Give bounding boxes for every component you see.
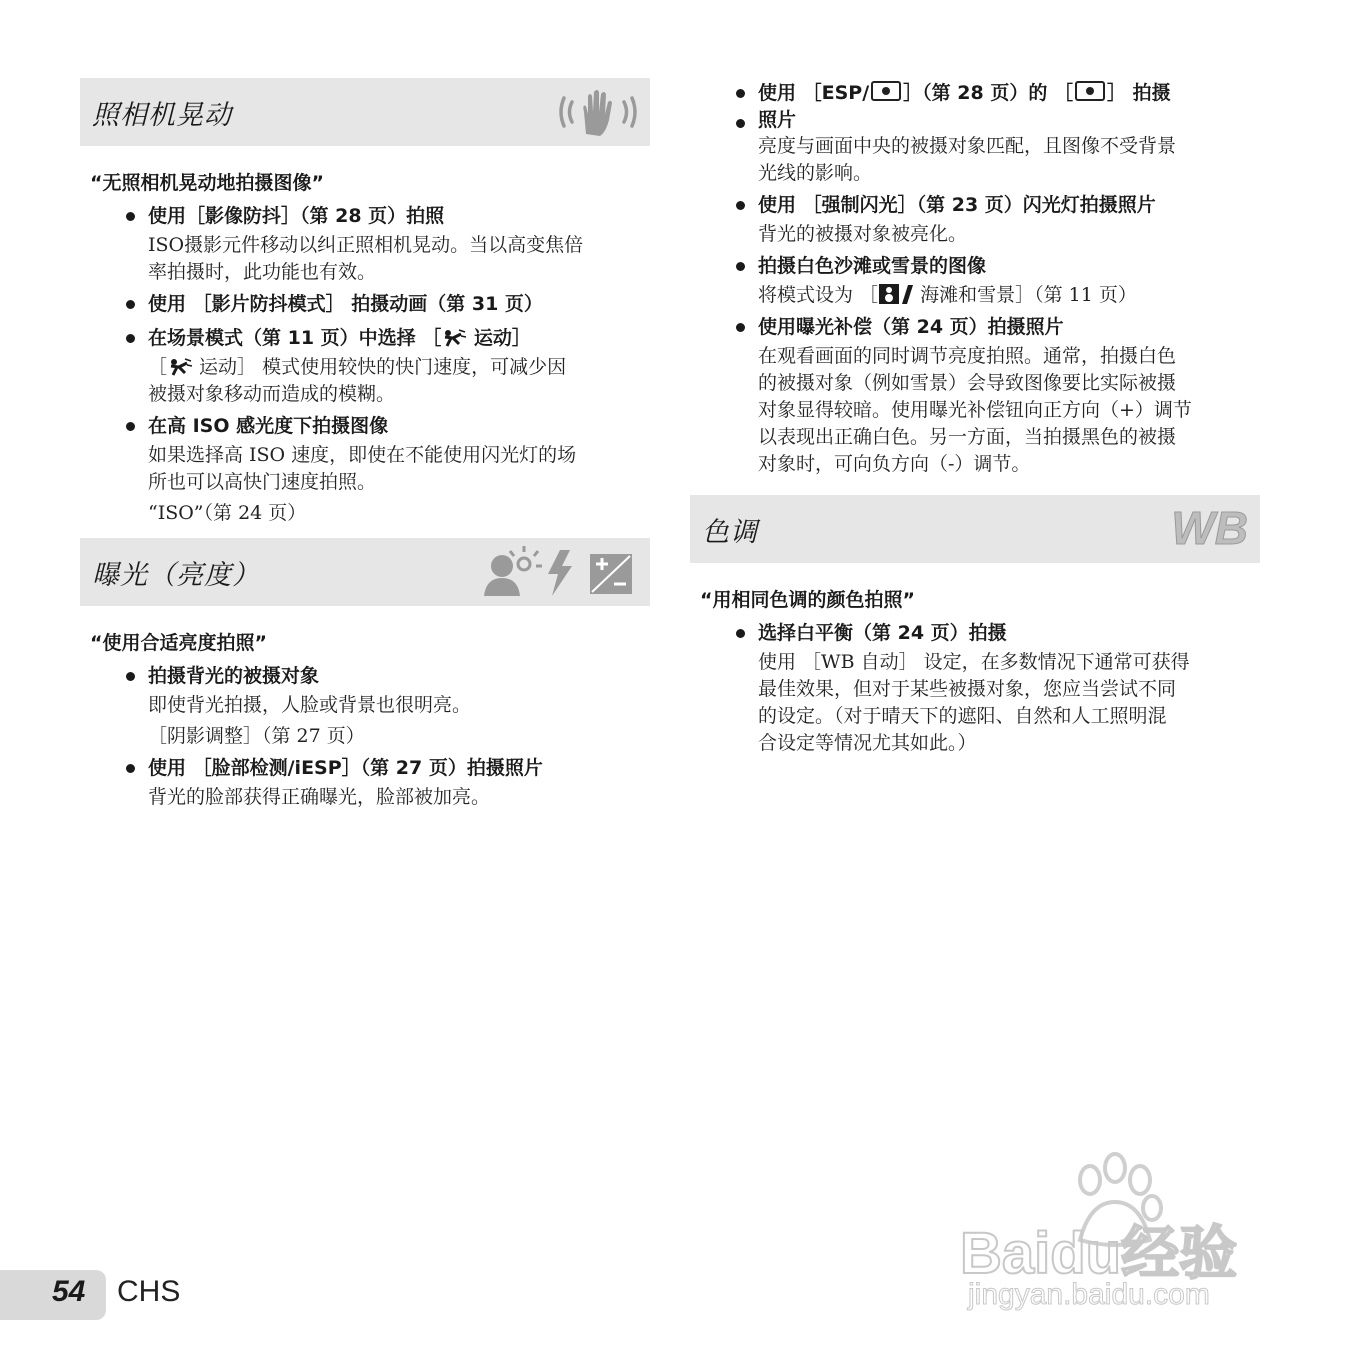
list-item xyxy=(126,661,650,749)
item-title xyxy=(126,323,650,353)
item-desc: 使用 ［WB 自动］ 设定，在多数情况下通常可获得 xyxy=(758,651,1190,673)
page-number: 54 xyxy=(52,1275,86,1308)
item-title xyxy=(736,78,1260,108)
item-desc: 背光的脸部获得正确曝光，脸部被加亮。 xyxy=(148,786,491,808)
item-desc: 光线的影响。 xyxy=(758,162,873,184)
spot-metering-icon xyxy=(1075,81,1105,101)
item-title: 使用 ［影片防抖模式］ 拍摄动画（第 31 页） xyxy=(126,289,650,319)
item-desc: 最佳效果，但对于某些被摄对象，您应当尝试不同 xyxy=(758,678,1177,700)
right-column xyxy=(690,78,1260,758)
list-item xyxy=(126,289,650,319)
section-title: 照相机晃动 xyxy=(92,99,232,131)
section-title: 色调 xyxy=(702,516,758,548)
item-title: 选择白平衡（第 24 页）拍摄 xyxy=(736,618,1260,648)
item-desc: 所也可以高快门速度拍照。 xyxy=(148,471,377,493)
item-desc: 的设定。（对于晴天下的遮阳、自然和人工照明混 xyxy=(758,705,1167,727)
list-item xyxy=(126,201,650,285)
item-ref: “ISO”（第 24 页） xyxy=(148,502,307,524)
item-title: 使用 ［脸部检测/iESP］（第 27 页）拍摄照片 xyxy=(126,753,650,783)
item-desc: 对象显得较暗。使用曝光补偿钮向正方向（+）调节 xyxy=(758,399,1192,421)
item-title: 拍摄背光的被摄对象 xyxy=(126,661,650,691)
section-lead: “无照相机晃动地拍摄图像” xyxy=(90,172,324,194)
item-desc-part: ［ xyxy=(148,356,168,378)
exposure-icons xyxy=(480,544,640,600)
beach-snow-mode-icon xyxy=(878,283,914,305)
section-title: 曝光（亮度） xyxy=(92,559,260,591)
section-header-color-tone xyxy=(690,495,1260,563)
item-desc-part: 将模式设为 ［ xyxy=(758,284,879,306)
item-desc: 合设定等情况尤其如此。） xyxy=(758,732,977,754)
item-desc: 被摄对象移动而造成的模糊。 xyxy=(148,383,396,405)
item-title-cont xyxy=(736,108,1260,132)
item-title: 在高 ISO 感光度下拍摄图像 xyxy=(126,411,650,441)
section-header-camera-shake xyxy=(80,78,650,146)
item-title-part: ］ 拍摄 xyxy=(1106,82,1171,104)
item-desc-part: 运动］ 模式使用较快的快门速度，可减少因 xyxy=(193,356,567,378)
item-title-part: 运动］ xyxy=(467,327,531,349)
spot-metering-icon xyxy=(871,81,901,101)
backlight-person-icon xyxy=(484,555,520,596)
item-desc: 以表现出正确白色。另一方面，当拍摄黑色的被摄 xyxy=(758,426,1177,448)
item-title-part: 使用 ［ESP/ xyxy=(758,82,870,104)
watermark-brand: Baidu经验 xyxy=(960,1221,1238,1286)
white-balance-icon: WB xyxy=(1171,502,1248,554)
item-title-part: 照片 xyxy=(758,109,797,131)
item-desc-part: 海滩和雪景］（第 11 页） xyxy=(914,284,1137,306)
list-item xyxy=(126,411,650,526)
exposure-compensation-icon xyxy=(590,554,632,594)
item-ref: ［阴影调整］（第 27 页） xyxy=(148,725,365,747)
item-title-part: ］（第 28 页）的 ［ xyxy=(903,82,1073,104)
section-lead: “使用合适亮度拍照” xyxy=(90,632,267,654)
item-desc: 的被摄对象（例如雪景）会导致图像要比实际被摄 xyxy=(758,372,1177,394)
item-title: 使用 ［强制闪光］（第 23 页）闪光灯拍摄照片 xyxy=(736,190,1260,220)
item-title: 使用曝光补偿（第 24 页）拍摄照片 xyxy=(736,312,1260,342)
list-item xyxy=(736,618,1260,756)
sport-mode-icon xyxy=(441,328,467,348)
item-desc: 亮度与画面中央的被摄对象匹配，且图像不受背景 xyxy=(758,135,1177,157)
item-desc: ISO摄影元件移动以纠正照相机晃动。当以高变焦倍 xyxy=(148,234,584,256)
item-title: 使用［影像防抖］（第 28 页）拍照 xyxy=(126,201,650,231)
language-code: CHS xyxy=(117,1275,181,1308)
list-item xyxy=(736,251,1260,308)
flash-icon xyxy=(548,550,572,596)
section-header-exposure xyxy=(80,538,650,606)
list-item xyxy=(736,78,1260,186)
item-desc xyxy=(126,355,650,380)
list-item xyxy=(126,323,650,407)
item-desc: 率拍摄时，此功能也有效。 xyxy=(148,261,377,283)
list-item xyxy=(736,190,1260,247)
sun-icon xyxy=(510,546,542,570)
item-desc: 在观看画面的同时调节亮度拍照。通常，拍摄白色 xyxy=(758,345,1177,367)
list-item xyxy=(736,312,1260,477)
item-desc: 如果选择高 ISO 速度，即使在不能使用闪光灯的场 xyxy=(148,444,577,466)
item-title-part: 在场景模式（第 11 页）中选择 ［ xyxy=(148,327,442,349)
item-desc: 对象时，可向负方向（-）调节。 xyxy=(758,453,1031,475)
list-item xyxy=(126,753,650,810)
item-desc: 即使背光拍摄，人脸或背景也很明亮。 xyxy=(148,694,472,716)
camera-shake-hand-icon xyxy=(556,84,640,140)
watermark-url: jingyan.baidu.com xyxy=(968,1278,1210,1311)
item-desc xyxy=(736,283,1260,308)
item-title: 拍摄白色沙滩或雪景的图像 xyxy=(736,251,1260,281)
sport-mode-icon xyxy=(167,357,193,377)
left-column xyxy=(80,78,650,812)
item-desc: 背光的被摄对象被亮化。 xyxy=(758,223,968,245)
section-lead: “用相同色调的颜色拍照” xyxy=(700,589,915,611)
